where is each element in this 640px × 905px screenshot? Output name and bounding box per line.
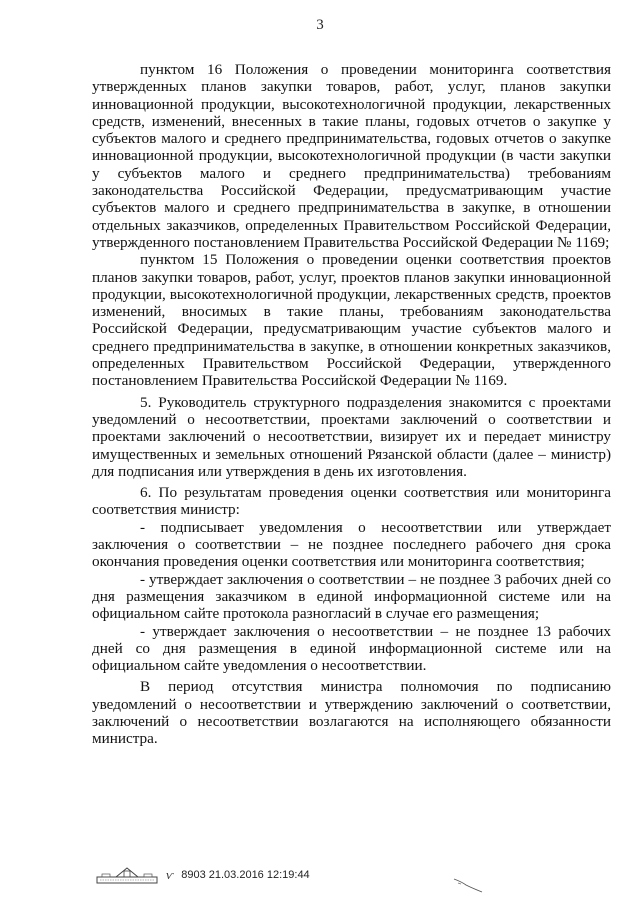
pen-mark-icon: [452, 876, 486, 894]
footer-mark: ѵ: [166, 867, 174, 882]
page-number: 3: [316, 17, 324, 33]
list-item-approves-nonconformity: - утверждает заключения о несоответствии – не позднее 13 рабочих дней со дня размещения в единой информационной системе или на официальном сайте уведомления о несоответствии.: [92, 622, 611, 675]
list-item-approves-conformity: - утверждает заключения о соответствии – не позднее 3 рабочих дней со дня размещения заказчиком в единой информационной системе или на официальном сайте протокола разногласий в случае его размещения;: [92, 570, 611, 623]
paragraph-section-6: 6. По результатам проведения оценки соответствия или мониторинга соответствия министр:: [92, 484, 611, 519]
paragraph-absence-of-minister: В период отсутствия министра полномочия по подписанию уведомлений о несоответствии и утверждению заключений о соответствии, заключений о несоответствии возлагаются на исполняющего обязанности министра.: [92, 678, 611, 748]
paragraph-item-16: пунктом 16 Положения о проведении мониторинга соответствия утвержденных планов закупки товаров, работ, услуг, планов закупки инновационной продукции, высокотехнологичной продукции, лекарственных средств, изменений, внесенных в такие планы, годовых отчетов о закупке у субъектов малого и среднего предпринимательства, годовых отчетов о закупке инновационной продукции, высокотехнологичной продукции (в части закупки у субъектов малого и среднего предпринимательства) требованиям законодательства Российской Федерации, предусматривающим участие субъектов малого и среднего предпринимательства в закупке, в отношении отдельных заказчиков, определенных Правительством Российской Федерации, утвержденного постановлением Правительства Российской Федерации № 1169;: [92, 61, 611, 251]
paragraph-section-5: 5. Руководитель структурного подразделения знакомится с проектами уведомлений о несоответствии, проектами заключений о соответствии и проектами заключений о несоответствии, визирует их и передает министру имущественных и земельных отношений Рязанской области (далее – министр) для подписания или утверждения в день их изготовления.: [92, 393, 611, 480]
list-item-signs-notices: - подписывает уведомления о несоответствии или утверждает заключения о соответствии – не позднее последнего рабочего дня срока окончания проведения оценки соответствия или мониторинга соответствия;: [92, 518, 611, 571]
registry-logo-icon: [96, 865, 158, 885]
document-footer: [96, 864, 310, 886]
registration-stamp-text: 8903 21.03.2016 12:19:44: [181, 869, 310, 881]
document-body: [92, 61, 611, 748]
paragraph-item-15: пунктом 15 Положения о проведении оценки соответствия проектов планов закупки товаров, работ, услуг, проектов планов закупки инновационной продукции, высокотехнологичной продукции, лекарственных средств, проектов изменений, вносимых в такие планы, требованиям законодательства Российской Федерации, предусматривающим участие субъектов малого и среднего предпринимательства в закупке, в отношении конкретных заказчиков, определенных Правительством Российской Федерации, утвержденного постановлением Правительства Российской Федерации № 1169.: [92, 251, 611, 390]
